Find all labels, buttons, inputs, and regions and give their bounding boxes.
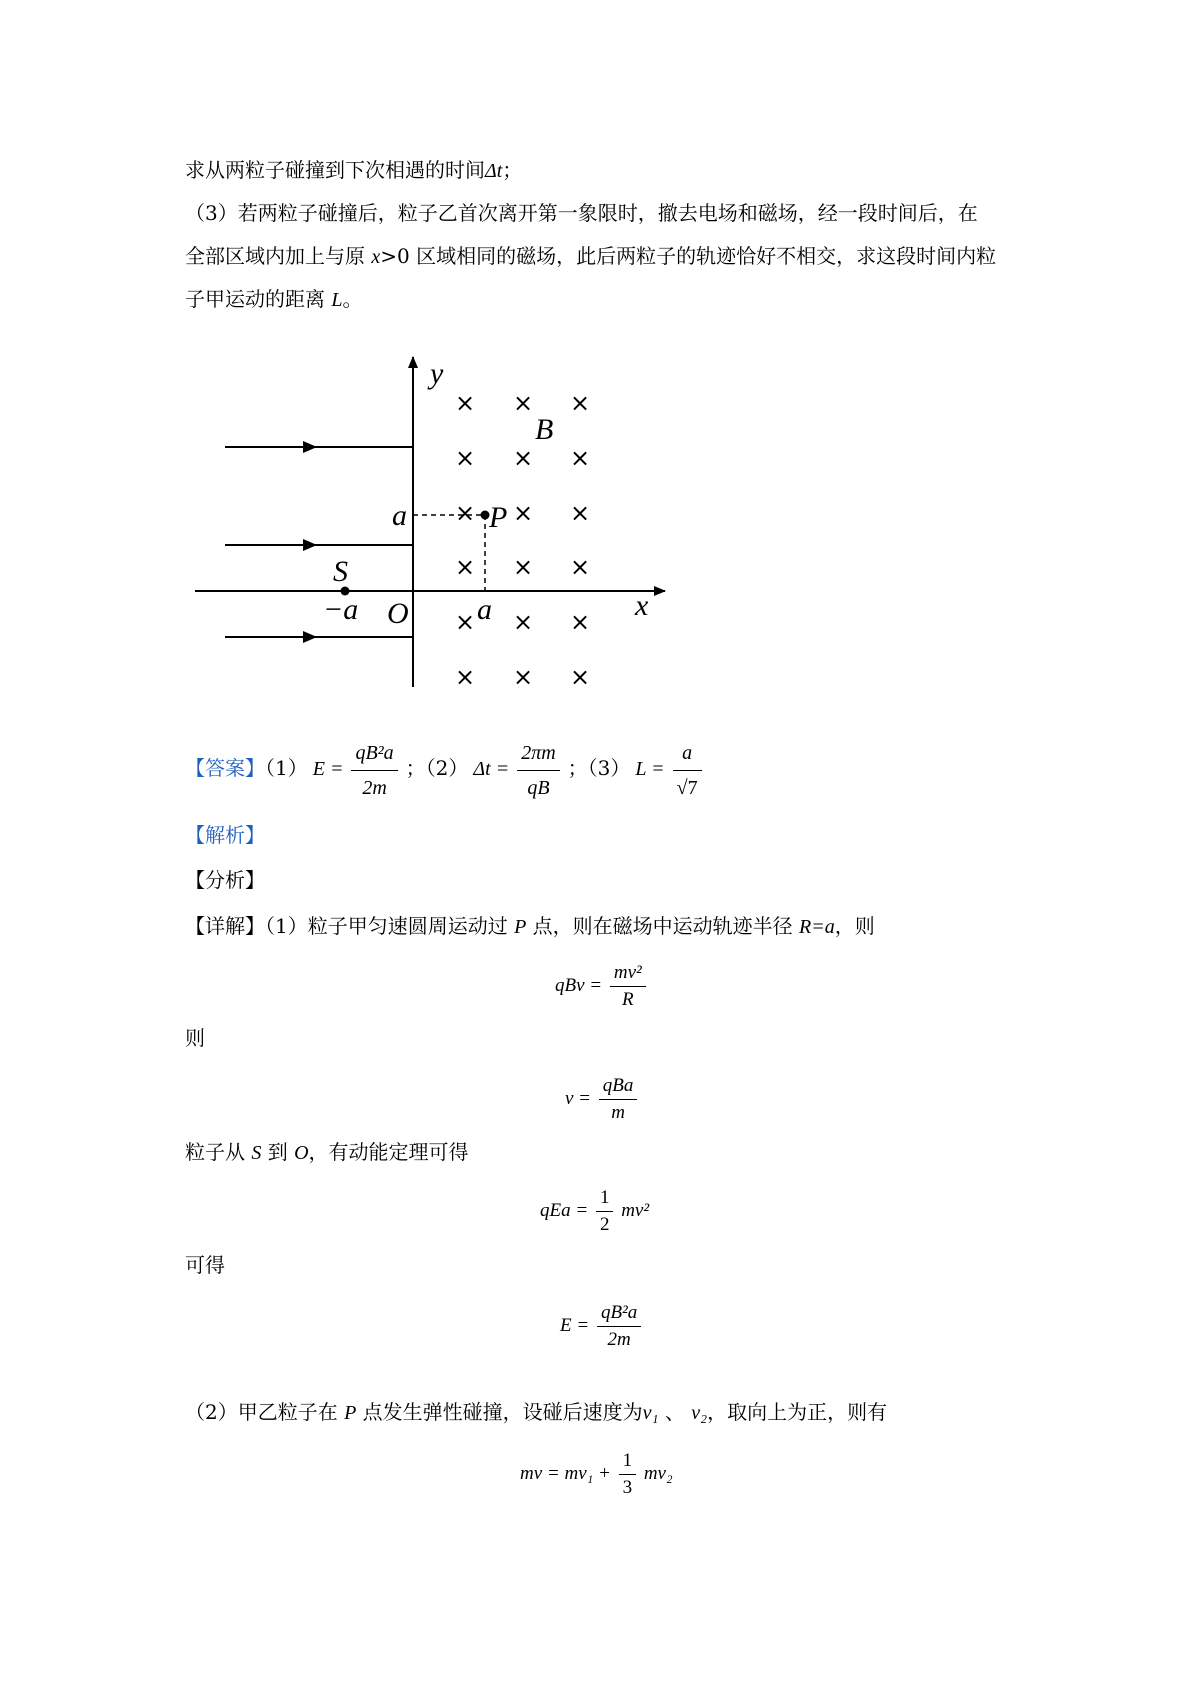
cross-mark: × — [454, 608, 476, 636]
heading-text: 【详解】 — [185, 914, 265, 938]
cross-mark: × — [569, 663, 591, 691]
variable: x — [371, 246, 381, 268]
question-text: 全部区域内加上与原 — [185, 244, 372, 268]
equation-4 — [560, 1302, 644, 1351]
numerator: mv² — [610, 962, 646, 987]
solution-line-1 — [185, 911, 1035, 942]
solution-text: 点发生弹性碰撞，设碰后速度为 — [356, 1400, 643, 1424]
cross-mark: × — [512, 389, 534, 417]
o-label: O — [387, 597, 409, 630]
cross-mark: × — [569, 553, 591, 581]
neg-a-label: −a — [323, 593, 359, 626]
cross-mark: × — [454, 499, 476, 527]
solution-text: 可得 — [185, 1253, 225, 1277]
cross-mark: × — [512, 553, 534, 581]
equation-lhs: qBv = — [555, 974, 603, 996]
numerator: a — [673, 738, 702, 771]
equation-3 — [540, 1187, 649, 1236]
variable: L — [331, 289, 343, 311]
solution-text: ，则 — [834, 914, 875, 938]
numerator: 2πm — [517, 738, 559, 771]
equation-2 — [565, 1075, 640, 1124]
equation-lhs: L = — [635, 758, 665, 781]
answer-line — [185, 738, 705, 803]
question-3-line-1 — [185, 198, 1035, 228]
magnetic-field-crosses — [455, 389, 590, 691]
solution-text: 则 — [185, 1026, 205, 1050]
answer-tag: 【答案】 — [185, 756, 265, 781]
variable: P — [514, 916, 527, 938]
punctuation: ； — [502, 158, 523, 182]
fraction — [599, 1075, 638, 1124]
variable: v₁ — [642, 1402, 659, 1424]
x-label: x — [635, 589, 649, 622]
solution-text: 到 — [261, 1140, 295, 1164]
equation-1 — [555, 962, 649, 1011]
y-label: y — [430, 357, 444, 390]
solution-text: ，有动能定理可得 — [308, 1140, 469, 1164]
cross-mark: × — [512, 499, 534, 527]
numerator: qB²a — [351, 738, 397, 771]
variable: S — [251, 1142, 262, 1164]
fraction — [597, 1302, 641, 1351]
cross-mark: × — [569, 444, 591, 472]
question-3-line-3 — [185, 284, 1035, 315]
variable: O — [294, 1142, 309, 1164]
punctuation: 。 — [342, 287, 363, 311]
diagram-labels — [323, 357, 649, 630]
solution-line-3 — [185, 1397, 1035, 1428]
a-label-y-axis: a — [392, 499, 407, 532]
equation-lhs: E = — [312, 758, 344, 781]
equation-rhs: mv² — [621, 1199, 650, 1221]
fraction — [610, 962, 646, 1011]
question-text: 子甲运动的距离 — [185, 287, 332, 311]
heading-jiexi — [185, 820, 1035, 850]
fraction — [673, 738, 702, 803]
cross-mark: × — [454, 444, 476, 472]
part-label: （1） — [265, 756, 308, 781]
denominator: m — [611, 1102, 625, 1123]
cross-mark: × — [454, 553, 476, 581]
punctuation: 、 — [658, 1400, 692, 1424]
heading-fenxi — [185, 865, 1035, 895]
heading-text: 【解析】 — [185, 823, 265, 847]
denominator: 2m — [607, 1329, 631, 1350]
equation-lhs: Δt = — [473, 758, 510, 781]
heading-text: 【分析】 — [185, 868, 265, 892]
numerator: 1 — [596, 1187, 614, 1212]
denominator: √7 — [676, 777, 698, 799]
fraction — [596, 1187, 614, 1236]
solution-text: 点，则在磁场中运动轨迹半径 — [526, 914, 800, 938]
s-label: S — [333, 555, 348, 588]
text-kede — [185, 1250, 1035, 1280]
denominator: 3 — [622, 1477, 633, 1498]
numerator: qBa — [599, 1075, 638, 1100]
fraction — [351, 738, 397, 803]
denominator: 2 — [599, 1214, 610, 1235]
question-text: >0 区域相同的磁场，此后两粒子的轨迹恰好不相交，求这段时间内粒 — [380, 244, 997, 268]
numerator: 1 — [619, 1450, 637, 1475]
part-label: ；（3） — [567, 756, 631, 781]
cross-mark: × — [454, 389, 476, 417]
fraction — [517, 738, 559, 803]
cross-mark: × — [454, 663, 476, 691]
electric-field-lines — [225, 441, 413, 643]
b-label: B — [535, 413, 554, 446]
p-label: P — [489, 501, 508, 534]
solution-text: 粒子从 — [185, 1140, 252, 1164]
solution-text: （1）粒子甲匀速圆周运动过 — [265, 914, 515, 938]
equation-lhs: mv = mv₁ + — [520, 1462, 611, 1484]
solution-line-2 — [185, 1137, 1035, 1168]
denominator: qB — [527, 777, 550, 799]
variable: Δt — [485, 160, 503, 182]
physics-diagram — [195, 345, 675, 705]
cross-mark: × — [512, 444, 534, 472]
problem-line-1 — [185, 155, 1035, 186]
equation-5 — [520, 1450, 673, 1499]
solution-text: （2）甲乙粒子在 — [185, 1400, 345, 1424]
a-label-x-axis: a — [477, 593, 492, 626]
cross-mark: × — [569, 608, 591, 636]
cross-mark: × — [569, 389, 591, 417]
cross-mark: × — [512, 608, 534, 636]
question-text: （3）若两粒子碰撞后，粒子乙首次离开第一象限时，撤去电场和磁场，经一段时间后，在 — [185, 201, 978, 225]
equation-lhs: v = — [565, 1087, 592, 1109]
cross-mark: × — [569, 499, 591, 527]
equation-lhs: E = — [560, 1314, 590, 1336]
variable: R=a — [799, 916, 835, 938]
text-ze — [185, 1023, 1035, 1053]
solution-text: ，取向上为正，则有 — [707, 1400, 888, 1424]
numerator: qB²a — [597, 1302, 641, 1327]
denominator: 2m — [362, 777, 387, 799]
fraction — [619, 1450, 637, 1499]
equation-rhs: mv₂ — [643, 1462, 673, 1484]
part-label: ；（2） — [405, 756, 469, 781]
problem-text: 求从两粒子碰撞到下次相遇的时间 — [185, 158, 485, 182]
question-3-line-2 — [185, 241, 1035, 272]
cross-mark: × — [512, 663, 534, 691]
variable: P — [344, 1402, 357, 1424]
variable: v₂ — [691, 1402, 708, 1424]
denominator: R — [622, 989, 634, 1010]
equation-lhs: qEa = — [540, 1199, 589, 1221]
